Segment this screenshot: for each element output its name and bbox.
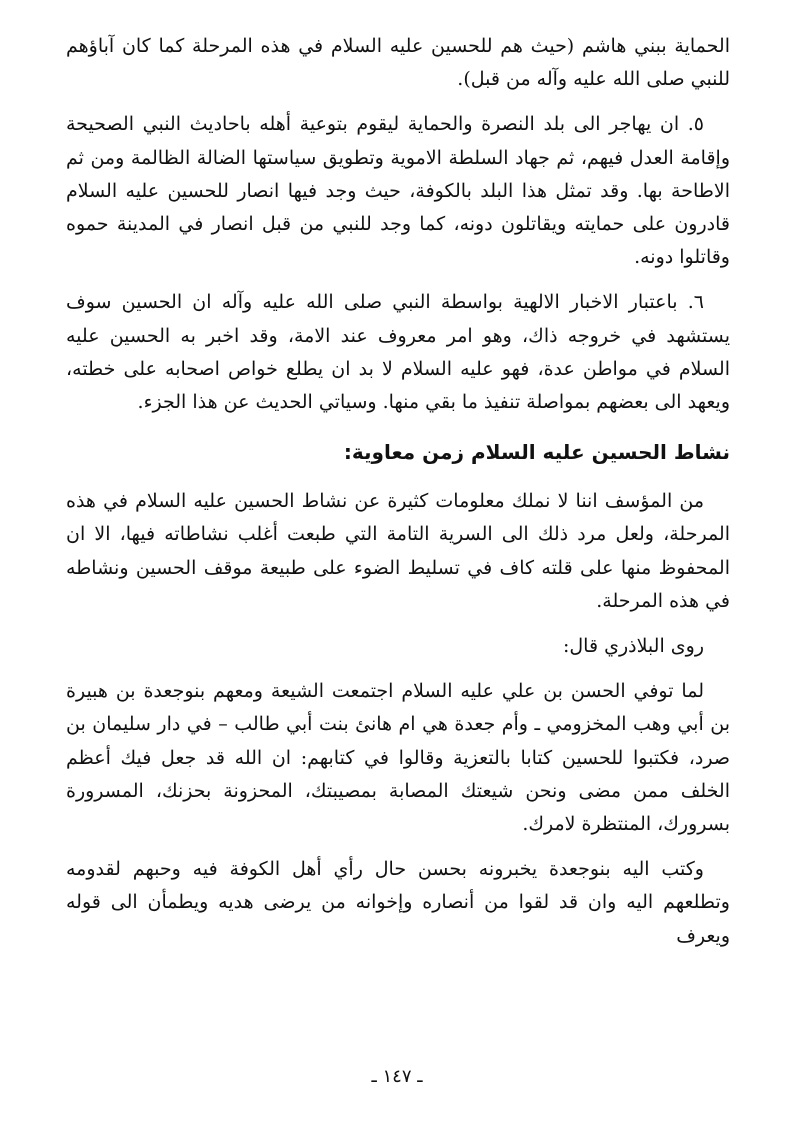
page-body (66, 30, 730, 965)
section-heading: نشاط الحسين عليه السلام زمن معاوية: (343, 440, 730, 465)
page-number: ـ ١٤٧ ـ (371, 1066, 423, 1087)
bottom-paragraphs (66, 485, 730, 953)
paragraph-intro: من المؤسف اننا لا نملك معلومات كثيرة عن نشاط الحسين عليه السلام في هذه المرحلة، ولعل مرد ذلك الى السرية التامة التي طبعت أغلب نشاطاته فيها، الا ان المحفوظ منها على قلته كاف في تسليط الضوء على طبيعة موقف الحسين ونشاطه في هذه المرحلة. (66, 490, 730, 612)
paragraph-baladhuri: روى البلاذري قال: (562, 635, 704, 658)
top-paragraphs (66, 30, 730, 419)
paragraph-point-5: ٥. ان يهاجر الى بلد النصرة والحماية ليقوم بتوعية أهله باحاديث النبي الصحيحة وإقامة العدل فيهم، ثم جهاد السلطة الاموية وتطويق سياستها الضالة الظالمة ومن ثم الاطاحة بها. وقد تمثل هذا البلد بالكوفة، حيث وجد فيها انصار للحسين عليه السلام قادرون على حمايته ويقاتلون دونه، كما وجد للنبي من قبل انصار في المدينة حموه وقاتلوا دونه. (66, 113, 730, 269)
paragraph-cont: الحماية ببني هاشم (حيث هم للحسين عليه السلام في هذه المرحلة كما كان آباؤهم للنبي صلى الله عليه وآله من قبل). (66, 35, 730, 91)
paragraph-quote-1: لما توفي الحسن بن علي عليه السلام اجتمعت الشيعة ومعهم بنوجعدة بن هبيرة بن أبي وهب المخزومي ـ وأم جعدة هي ام هانئ بنت أبي طالب – في دار سليمان بن صرد، فكتبوا للحسين كتابا بالتعزية وقالوا في كتابهم: ان الله قد جعل فيك أعظم الخلف ممن مضى ونحن شيعتك المصابة بمصيبتك، المحزونة بحزنك، المسرورة بسرورك، المنتظرة لامرك. (66, 680, 730, 836)
paragraph-quote-2: وكتب اليه بنوجعدة يخبرونه بحسن حال رأي أهل الكوفة فيه وحبهم لقدومه وتطلعهم اليه وان قد لقوا من أنصاره وإخوانه من يرضى هديه ويطمأن الى قوله ويعرف (66, 858, 730, 947)
paragraph-point-6: ٦. باعتبار الاخبار الالهية بواسطة النبي صلى الله عليه وآله ان الحسين سوف يستشهد في خروجه ذاك، وهو امر معروف عند الامة، وقد اخبر به الحسين عليه السلام في مواطن عدة، فهو عليه السلام لا بد ان يطلع خواص اصحابه على خطته، ويعهد الى بعضهم بمواصلة تنفيذ ما بقي منها. وسياتي الحديث عن هذا الجزء. (66, 291, 730, 414)
